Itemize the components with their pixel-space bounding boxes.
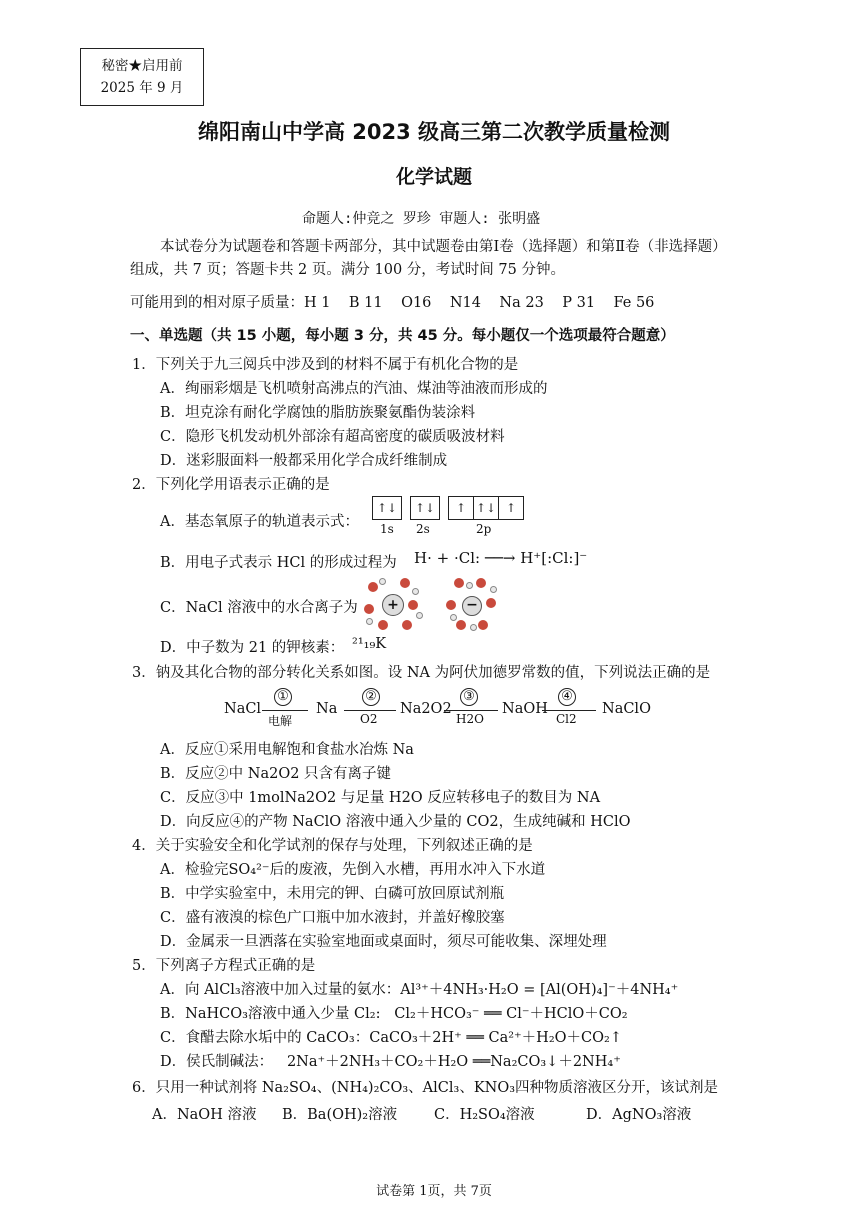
intro-line1: 本试卷分为试题卷和答题卡两部分，其中试题卷由第Ⅰ卷（选择题）和第Ⅱ卷（非选择题）	[160, 239, 727, 255]
q4-stem: 4．关于实验安全和化学试剂的保存与处理，下列叙述正确的是	[132, 838, 533, 854]
q4-option-a: A．检验完SO₄²⁻后的废液，先倒入水槽，再用水冲入下水道	[160, 862, 546, 878]
orbital-2s: ↑↓	[414, 501, 436, 515]
cation-plus-icon: +	[382, 594, 404, 616]
arrow-4	[542, 710, 596, 711]
step-4-marker: ④	[558, 688, 576, 706]
exam-subtitle: 化学试题	[395, 166, 472, 188]
chain-nacl: NaCl	[224, 701, 262, 717]
arrow-2	[344, 710, 396, 711]
orbital-2p-1: ↑	[449, 497, 474, 519]
step-1-marker: ①	[274, 688, 292, 706]
cond-1: 电解	[268, 714, 293, 728]
q4-option-c: C．盛有液溴的棕色广口瓶中加水液封，并盖好橡胶塞	[160, 910, 505, 926]
orbital-diagram	[372, 496, 524, 520]
q4-option-d: D．金属汞一旦洒落在实验室地面或桌面时，须尽可能收集、深埋处理	[160, 934, 607, 950]
q5-option-b: B．NaHCO₃溶液中通入少量 Cl₂: Cl₂＋HCO₃⁻ ══ Cl⁻＋HClO＋CO₂	[160, 1006, 628, 1022]
q3-option-c: C．反应③中 1molNa2O2 与足量 H2O 反应转移电子的数目为 NA	[160, 790, 601, 806]
exam-title: 绵阳南山中学高 2023 级高三第二次教学质量检测	[197, 120, 671, 144]
cond-2: O2	[360, 712, 378, 726]
q6-stem: 6．只用一种试剂将 Na₂SO₄、(NH₄)₂CO₃、AlCl₃、KNO₃四种物质溶液区分开，该试剂是	[132, 1080, 719, 1096]
q2-option-a: A．基态氧原子的轨道表示式：	[160, 514, 359, 530]
q3-option-a: A．反应①采用电解饱和食盐水冶炼 Na	[160, 742, 414, 758]
anion-minus-icon: −	[462, 596, 482, 616]
chain-na: Na	[316, 701, 338, 717]
hydrated-na-ion	[364, 576, 424, 634]
orbital-1s: ↑↓	[376, 501, 398, 515]
q1-option-d: D．迷彩服面料一般都采用化学合成纤维制成	[160, 453, 448, 469]
orbital-2p-2: ↑↓	[474, 497, 499, 519]
orbital-label-2p: 2p	[476, 522, 492, 536]
q1-option-b: B．坦克涂有耐化学腐蚀的脂肪族聚氨酯伪装涂料	[160, 405, 476, 421]
q2-option-d: D．中子数为 21 的钾核素：	[160, 640, 345, 656]
q6-option-b: B．Ba(OH)₂溶液	[282, 1107, 398, 1123]
q6-option-d: D．AgNO₃溶液	[586, 1107, 692, 1123]
stamp-line2: 2025 年 9 月	[100, 80, 184, 96]
q2-option-b: B．用电子式表示 HCl 的形成过程为	[160, 555, 397, 571]
page-footer: 试卷第 1页，共 7页	[376, 1184, 492, 1199]
chain-na2o2: Na2O2	[400, 701, 452, 717]
hcl-electron-formula: H· + ·Cl: ──→ H⁺[:Cl:]⁻	[414, 549, 588, 567]
q1-option-a: A．绚丽彩烟是飞机喷射高沸点的汽油、煤油等油液而形成的	[160, 381, 548, 397]
q5-option-d: D．侯氏制碱法： 2Na⁺＋2NH₃＋CO₂＋H₂O ══Na₂CO₃↓＋2NH₄⁺	[160, 1054, 621, 1070]
atomic-masses: 可能用到的相对原子质量：H 1 B 11 O16 N14 Na 23 P 31 Fe 56	[130, 295, 655, 311]
confidential-stamp	[80, 48, 204, 106]
q2-stem: 2．下列化学用语表示正确的是	[132, 477, 330, 493]
step-2-marker: ②	[362, 688, 380, 706]
section-heading: 一、单选题（共 15 小题，每小题 3 分，共 45 分。每小题仅一个选项最符合题意）	[130, 328, 675, 344]
stamp-line1: 秘密★启用前	[101, 58, 183, 74]
orbital-2p-3: ↑	[505, 501, 517, 515]
orbital-label-2s: 2s	[416, 522, 430, 536]
q3-option-b: B．反应②中 Na2O2 只含有离子键	[160, 766, 392, 782]
hydrated-cl-ion	[446, 578, 498, 632]
sodium-conversion-chain	[224, 688, 684, 730]
arrow-3	[444, 710, 498, 711]
authors-line: 命题人:仲竞之 罗珍 审题人: 张明盛	[302, 211, 541, 227]
arrow-1	[262, 710, 308, 711]
cond-3: H2O	[456, 712, 484, 726]
cond-4: Cl2	[556, 712, 577, 726]
q5-stem: 5．下列离子方程式正确的是	[132, 958, 316, 974]
q6-option-c: C．H₂SO₄溶液	[434, 1107, 535, 1123]
step-3-marker: ③	[460, 688, 478, 706]
q5-option-a: A．向 AlCl₃溶液中加入过量的氨水：Al³⁺＋4NH₃·H₂O = [Al(OH)₄]⁻＋4NH₄⁺	[160, 982, 679, 998]
q3-stem: 3．钠及其化合物的部分转化关系如图。设 NA 为阿伏加德罗常数的值，下列说法正确的是	[132, 665, 711, 681]
q1-stem: 1．下列关于九三阅兵中涉及到的材料不属于有机化合物的是	[132, 357, 519, 373]
chain-naoh: NaOH	[502, 701, 548, 717]
q3-option-d: D．向反应④的产物 NaClO 溶液中通入少量的 CO2，生成纯碱和 HClO	[160, 814, 631, 830]
intro-line2: 组成，共 7 页；答题卡共 2 页。满分 100 分，考试时间 75 分钟。	[130, 262, 565, 278]
orbital-label-1s: 1s	[380, 522, 394, 536]
q4-option-b: B．中学实验室中，未用完的钾、白磷可放回原试剂瓶	[160, 886, 505, 902]
q6-option-a: A．NaOH 溶液	[152, 1107, 257, 1123]
q1-option-c: C．隐形飞机发动机外部涂有超高密度的碳质吸波材料	[160, 429, 505, 445]
chain-naclo: NaClO	[602, 701, 651, 717]
potassium-nuclide: ²¹₁₉K	[352, 636, 387, 652]
q2-option-c: C．NaCl 溶液中的水合离子为	[160, 600, 358, 616]
q5-option-c: C．食醋去除水垢中的 CaCO₃：CaCO₃＋2H⁺ ══ Ca²⁺＋H₂O＋CO₂↑	[160, 1030, 622, 1046]
